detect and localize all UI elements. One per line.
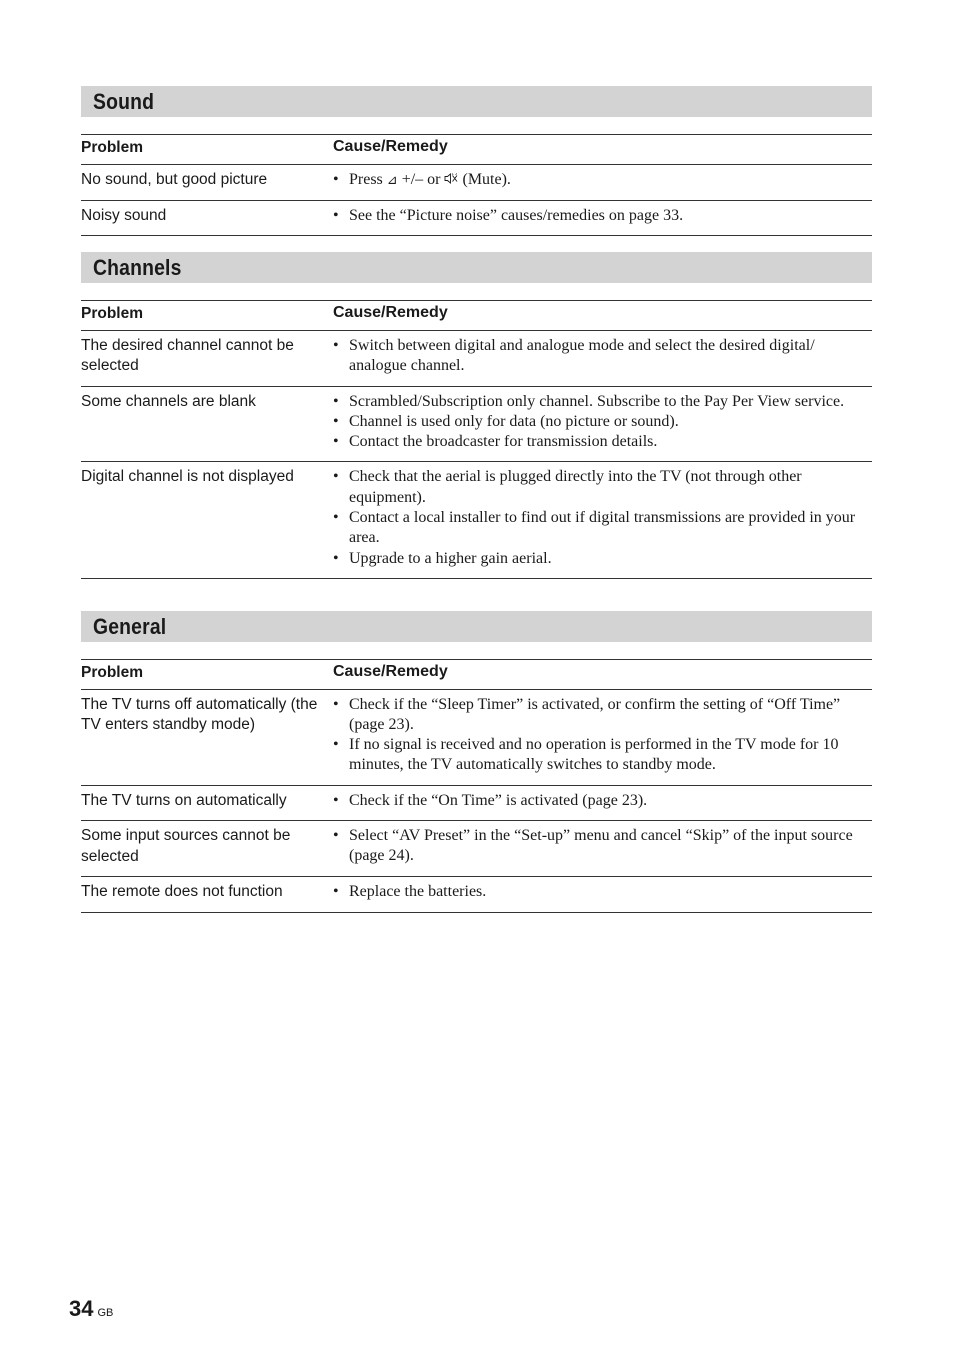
remedy-item: • See the “Picture noise” causes/remedies on page 33. [333,206,872,226]
problem-cell: The TV turns off automatically (the TV enters standby mode) [81,689,333,785]
section-header [81,86,872,117]
troubleshooting-table [81,659,872,913]
table-header-row [81,301,872,331]
column-header-problem: Problem [81,135,333,165]
remedy-list [333,336,872,377]
problem-cell: Some channels are blank [81,386,333,462]
remedy-item: • Check if the “Sleep Timer” is activated, or confirm the setting of “Off Time” (page 23). [333,695,872,736]
remedy-text-press: Press [349,170,383,188]
mute-icon [444,171,458,188]
section-header [81,611,872,642]
remedy-list [333,467,872,568]
problem-cell: Digital channel is not displayed [81,462,333,578]
remedy-list [333,882,872,902]
page-number: 34 [69,1296,94,1321]
table-row [81,164,872,200]
remedy-list [333,826,872,867]
remedy-item: • Check that the aerial is plugged directly into the TV (not through other equipment). [333,467,872,508]
remedy-text-mute: (Mute). [462,170,511,188]
table-row [81,785,872,821]
column-header-remedy: Cause/Remedy [333,660,872,690]
table-row [81,330,872,386]
problem-cell: The remote does not function [81,877,333,913]
remedy-cell [333,330,872,386]
problem-cell: Some input sources cannot be selected [81,821,333,877]
remedy-cell [333,200,872,236]
column-header-remedy: Cause/Remedy [333,135,872,165]
remedy-text-plus-minus: +/– or [401,170,441,188]
section-sound [81,86,872,236]
section-general [81,611,872,913]
page-footer [69,1296,113,1322]
problem-cell: The desired channel cannot be selected [81,330,333,386]
remedy-item [333,170,872,191]
troubleshooting-table [81,134,872,236]
remedy-list [333,695,872,776]
table-row [81,462,872,578]
remedy-item: • Replace the batteries. [333,882,872,902]
problem-cell: No sound, but good picture [81,164,333,200]
remedy-item: • If no signal is received and no operation is performed in the TV mode for 10 minutes, the TV automatically switches to standby mode. [333,735,872,776]
remedy-list [333,791,872,811]
table-row [81,821,872,877]
remedy-list [333,392,872,453]
remedy-cell [333,785,872,821]
volume-icon: ⊿ [386,172,398,188]
remedy-cell [333,821,872,877]
remedy-cell [333,386,872,462]
remedy-item: • Scrambled/Subscription only channel. Subscribe to the Pay Per View service. [333,392,872,412]
section-title: Channels [93,254,182,280]
table-row [81,200,872,236]
table-header-row [81,660,872,690]
remedy-item: • Channel is used only for data (no picture or sound). [333,412,872,432]
problem-cell: Noisy sound [81,200,333,236]
table-row [81,877,872,913]
section-title: Sound [93,88,155,114]
remedy-item: • Contact a local installer to find out if digital transmissions are provided in your area. [333,508,872,549]
remedy-cell [333,689,872,785]
table-row [81,386,872,462]
section-header [81,252,872,283]
column-header-problem: Problem [81,301,333,331]
remedy-cell [333,164,872,200]
language-code: GB [97,1307,114,1319]
remedy-list [333,206,872,226]
table-row [81,689,872,785]
problem-cell: The TV turns on automatically [81,785,333,821]
remedy-list [333,170,872,191]
remedy-cell [333,877,872,913]
remedy-item: • Switch between digital and analogue mode and select the desired digital/ analogue channel. [333,336,872,377]
remedy-item: • Contact the broadcaster for transmission details. [333,432,872,452]
column-header-remedy: Cause/Remedy [333,301,872,331]
remedy-item: • Select “AV Preset” in the “Set-up” menu and cancel “Skip” of the input source (page 24). [333,826,872,867]
remedy-item: • Upgrade to a higher gain aerial. [333,549,872,569]
table-header-row [81,135,872,165]
column-header-problem: Problem [81,660,333,690]
section-title: General [93,613,167,639]
troubleshooting-table [81,300,872,579]
remedy-item: • Check if the “On Time” is activated (page 23). [333,791,872,811]
remedy-cell [333,462,872,578]
section-channels [81,252,872,579]
